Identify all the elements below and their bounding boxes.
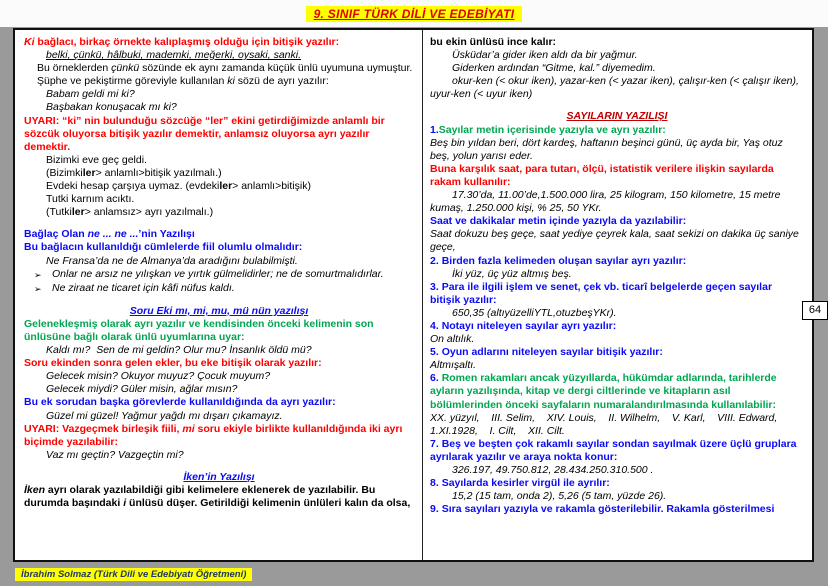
paragraph [24,268,414,282]
paragraph [430,255,804,268]
paragraph [24,449,414,462]
paragraph [24,370,414,383]
paragraph [24,193,414,206]
text-run: Para ile ilgili işlem ve senet, çek vb. ticarî belgelerde geçen sayılar bitişik yazılır: [430,280,773,306]
paragraph [430,359,804,372]
text-run: 8. [430,477,442,490]
text-run: 17.30’da, 11.00’de,1.500.000 lira, 25 kilogram, 150 kilometre, 15 metre kumaş, 1.250.000 kişi, % 25, 50 YKr. [430,189,781,215]
paragraph [430,124,804,137]
text-run: ler [71,206,85,219]
paragraph [24,357,414,370]
text-run: Onlar ne arsız ne yılışkan ve yırtık gülmelidirler; ne de somurtmalıdırlar. [52,267,384,280]
text-run: İken’in Yazılışı [183,470,255,483]
text-run: Başbakan konuşacak mı ki? [46,101,177,114]
footer-credit: İbrahim Solmaz (Türk Dili ve Edebiyatı Öğretmeni) [15,568,252,581]
paragraph [430,412,804,438]
text-run: (Tutki [46,206,72,219]
text-run: Ki [24,36,38,48]
text-run: Evdeki hesap çarşıya uymaz. (evdeki [46,180,220,193]
text-run: Bu ek sorudan başka görevlerde kullanıldığında da ayrı yazılır: [24,396,336,409]
text-run: Soru ekinden sonra gelen ekler, bu eke bitişik olarak yazılır: [24,357,322,370]
paragraph [24,75,414,88]
text-run: 650,35 (altıyüzelliYTL,otuzbeşYKr). [452,306,617,319]
text-run: Gelecek miydi? Güler misin, ağlar mısın? [46,383,238,396]
text-run: ayrı olarak yazılabildiği gibi kelimelere eklenerek de yazılabilir. Bu durumda başındaki [24,484,376,510]
text-run: Beş bin yıldan beri, dört kardeş, haftanın beşinci günü, üç ayda bir, Yaş otuz beş, yolun yarısı eder. [430,136,783,162]
paragraph [430,110,804,123]
paragraph [24,228,414,241]
paragraph [430,49,804,62]
page-title: 9. SINIF TÜRK DİLİ VE EDEBİYATI [306,6,523,22]
text-run: İken [24,484,46,496]
paragraph [430,75,804,101]
paragraph [24,154,414,167]
bullet-arrow-icon: ➢ [34,269,42,280]
text-run: bağlacı, birkaç örnekte kalıplaşmış olduğu için bitişik yazılır: [37,36,340,48]
text-run: bu ekin ünlüsü ince kalır: [430,36,557,48]
text-run: 326.197, 49.750.812, 28.434.250.310.500 . [452,464,654,476]
text-run: Saat dokuzu beş geçe, saat yediye çeyrek kala, saat sekizi on dakika üç saniye geçe, [430,228,799,254]
paragraph [430,372,804,411]
text-run: Saat ve dakikalar metin içinde yazıyla da yazılabilir: [430,215,687,228]
paragraph [430,438,804,464]
text-run: Buna karşılık saat, para tutarı, ölçü, istatistik verilere ilişkin sayılarda rakam kullanılır: [430,162,774,188]
text-run: Ne ziraat ne ticaret için kâfi nüfus kaldı. [52,281,235,294]
text-run: ne ... ne ... [87,228,139,241]
paragraph [430,137,804,163]
text-run: 1. [430,123,439,136]
text-run: ler [219,180,233,193]
paragraph [24,115,414,154]
paragraph [24,255,414,268]
text-run: XX. yüzyıl, III. Selim, XIV. Louis, II. Wilhelm, V. Karl, VIII. Edward, 1.XI.1928, I. Cilt, XII. Cilt. [430,411,787,437]
paragraph [24,423,414,449]
text-run: Gelenekleşmiş olarak ayrı yazılır ve kendisinden önceki kelimenin son ünlüsüne bağlı olarak ünlü uyumlarına uyar: [24,317,374,343]
paragraph [430,333,804,346]
paragraph [24,241,414,254]
text-run: 4. [430,319,442,332]
text-run: 3. [430,280,442,293]
text-run: ’nin Yazılışı [138,228,195,241]
text-run: Babam geldi mi ki? [46,88,135,101]
paragraph [24,36,414,49]
text-run: Bağlaç Olan [24,228,88,241]
text-run: Birden fazla kelimeden oluşan sayılar ayrı yazılır: [441,254,687,267]
text-run: 2. [430,254,442,267]
text-run: Vaz mı geçtin? Vazgeçtin mi? [46,448,184,461]
text-run: 5. [430,346,442,359]
paragraph [430,36,804,49]
text-run: Altmışaltı. [430,359,477,372]
paragraph [24,318,414,344]
text-run: Beş ve beşten çok rakamlı sayılar sondan sayılmak üzere üçlü gruplara ayrılarak yazılır ve araya nokta konur: [430,437,797,463]
paragraph [430,490,804,503]
text-run: Oyun adlarını niteleyen sayılar bitişik yazılır: [441,346,663,359]
paragraph [24,383,414,396]
text-run: mi [182,422,195,435]
paragraph [24,344,414,357]
page-number-badge: 64 [802,301,828,320]
text-run: Soru Eki mı, mi, mu, mü nün yazılışı [129,304,309,317]
text-run: Gelecek misin? Okuyor muyuz? Çocuk muyum? [46,370,271,383]
document-page [13,28,814,562]
text-run: SAYILARIN YAZILIŞI [566,110,668,123]
text-run: ler [82,166,96,179]
paragraph [24,396,414,409]
text-run: ki [227,75,235,88]
paragraph [430,215,804,228]
text-run: ünlüsü düşer. Getirildiği kelimenin ünlüleri kalın da olsa, [126,497,411,510]
text-run: > anlamsız> ayrı yazılmalı.) [84,206,214,219]
paragraph [24,484,414,510]
paragraph [430,307,804,320]
text-run: On altılık. [430,333,475,346]
text-run: i [123,497,127,510]
paragraph [24,101,414,114]
paragraph [24,282,414,296]
text-run: UYARI: Vazgeçmek birleşik fiili, [24,422,183,435]
text-run: çünkü [111,62,140,75]
text-run: 7. [430,437,442,450]
text-run: Romen rakamları ancak yüzyıllarda, hükümdar adlarında, tarihlerde ayların yazılışında, kitap ve dergi ciltlerinde ve kitapların asıl bölümlerinden önceki sayfaların numaralandırılmasında kullanılabilir: [430,372,777,411]
right-column [423,30,812,560]
text-run: > anlamlı>bitişik) [232,180,311,193]
text-run: sözünde ek aynı zamanda küçük ünlü uyumuna uymuştur. [139,62,413,75]
paragraph [430,320,804,333]
text-run: Üsküdar’a gider iken aldı da bir yağmur. [452,49,638,62]
text-run: Sayılar metin içerisinde yazıyla ve ayrı yazılır: [438,123,666,136]
text-run: Notayı niteleyen sayılar ayrı yazılır: [441,319,617,332]
paragraph [24,62,414,75]
text-run: Sayılarda kesirler virgül ile ayrılır: [441,477,610,490]
paragraph [430,503,804,516]
text-run: İki yüz, üç yüz altmış beş. [452,267,572,280]
text-run: sözü de ayrı yazılır: [234,75,329,88]
paragraph [430,163,804,189]
text-run: UYARI: “ki” nin bulunduğu sözcüğe “ler” ekini getirdiğimizde anlamlı bir sözcük oluyorsa bitişik yazılır demektir, anlamsız oluyorsa ayrı yazılır demektir. [24,114,385,153]
paragraph [430,281,804,307]
paragraph [430,189,804,215]
paragraph [430,464,804,477]
paragraph [24,471,414,484]
bullet-arrow-icon: ➢ [34,283,42,294]
header-bar [0,0,828,27]
paragraph [24,49,414,62]
paragraph [24,305,414,318]
text-run: belki, çünkü, hâlbuki, mademki, meğerki, oysaki, sanki. [46,49,302,62]
text-run: Ne Fransa’da ne de Almanya’da aradığını bulabilmişti. [46,254,298,267]
text-run: > anlamlı>bitişik yazılmalı.) [95,166,222,179]
text-run: 9. [430,503,442,516]
text-run: Şüphe ve pekiştirme göreviyle kullanılan [37,75,228,88]
paragraph [24,206,414,219]
text-run: Bu bağlacın kullanıldığı cümlelerde fiil olumlu olmalıdır: [24,241,303,254]
left-column [15,30,423,560]
paragraph [24,88,414,101]
text-run: okur-ken (< okur iken), yazar-ken (< yazar iken), çalışır-ken (< çalışır iken), uyur-ken (< uyur iken) [430,75,799,101]
text-run: Kaldı mı? Sen de mi geldin? Olur mu? İnsanlık öldü mü? [46,344,312,357]
paragraph [430,228,804,254]
text-run: Güzel mi güzel! Yağmur yağdı mı dışarı çıkamayız. [46,409,283,422]
paragraph [24,180,414,193]
paragraph [24,167,414,180]
text-run: 6. [430,372,442,385]
text-run: soru ekiyle birlikte kullanıldığında iki ayrı biçimde yazılabilir: [24,422,403,448]
text-run: (Bizimki [46,166,83,179]
text-run: Bizimki eve geç geldi. [46,153,147,166]
paragraph [24,410,414,423]
text-run: Giderken ardından “Gitme, kal.” diyemedim. [452,62,656,75]
text-run: Sıra sayıları yazıyla ve rakamla gösterilebilir. Rakamla gösterilmesi [441,503,775,516]
text-run: 15,2 (15 tam, onda 2), 5,26 (5 tam, yüzde 26). [452,490,667,503]
paragraph [430,346,804,359]
text-run: Bu örneklerden [37,62,112,75]
paragraph [430,62,804,75]
text-run: Tutki karnım acıktı. [46,193,135,206]
paragraph [430,268,804,281]
paragraph [430,477,804,490]
